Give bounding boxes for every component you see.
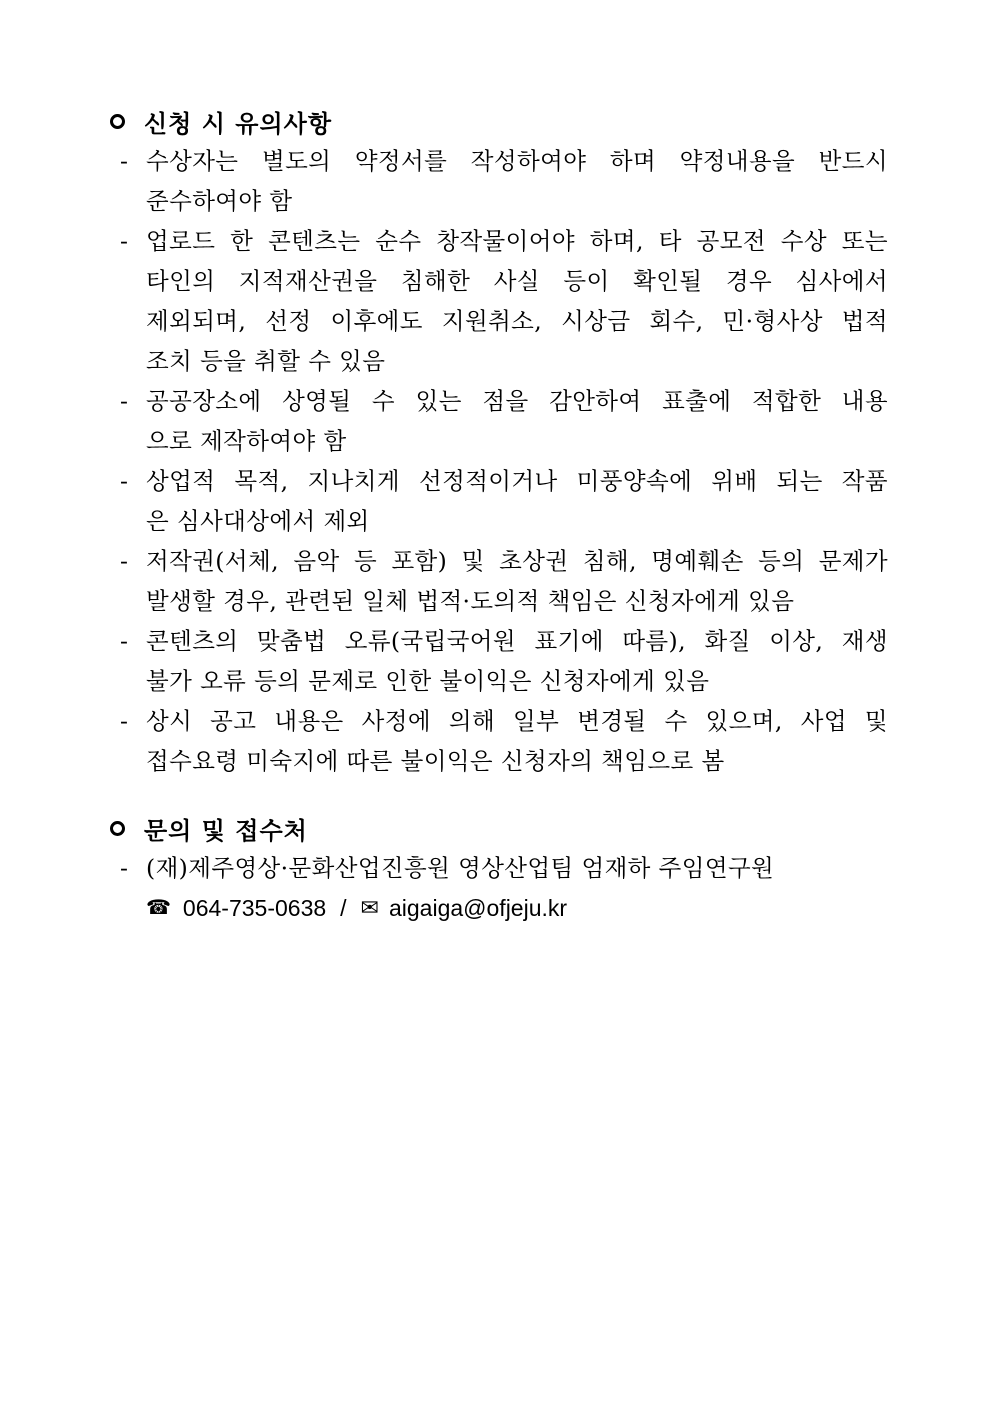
item-line: 상시 공고 내용은 사정에 의해 일부 변경될 수 있으며, 사업 및 [146,707,888,735]
notes-heading-text: 신청 시 유의사항 [144,108,332,138]
item-line: 조치 등을 취할 수 있음 [146,347,386,375]
item-line: 발생할 경우, 관련된 일체 법적·도의적 책임은 신청자에게 있음 [146,587,795,615]
item-line: 업로드 한 콘텐츠는 순수 창작물이어야 하며, 타 공모전 수상 또는 [146,227,888,255]
separator: / [340,895,347,921]
notes-heading [108,103,898,139]
item-line: 준수하여야 함 [146,187,293,215]
list-item [108,541,898,621]
phone-number[interactable]: 064-735-0638 [182,895,327,921]
contact-heading [108,810,898,846]
circle-bullet-icon [110,821,125,836]
list-item [108,461,898,541]
contact-heading-text: 문의 및 접수처 [144,815,308,845]
dash-bullet: - [120,227,129,255]
item-line: 접수요령 미숙지에 따른 불이익은 신청자의 책임으로 봄 [146,747,725,775]
circle-bullet-icon [110,114,125,129]
contact-list [108,848,898,888]
dash-bullet: - [120,854,129,882]
item-line: 저작권(서체, 음악 등 포함) 및 초상권 침해, 명예훼손 등의 문제가 [146,547,888,575]
list-item [108,381,898,461]
item-line: 제외되며, 선정 이후에도 지원취소, 시상금 회수, 민·형사상 법적 [146,307,888,335]
contact-section [108,810,898,928]
contact-details [108,888,898,928]
dash-bullet: - [120,547,129,575]
list-item [108,848,898,888]
item-line: 은 심사대상에서 제외 [146,507,370,535]
item-line: 불가 오류 등의 문제로 인한 불이익은 신청자에게 있음 [146,667,710,695]
dash-bullet: - [120,387,129,415]
mail-icon: ✉ [360,895,379,920]
phone-icon: ☎ [146,897,171,919]
dash-bullet: - [120,147,129,175]
dash-bullet: - [120,467,129,495]
dash-bullet: - [120,627,129,655]
notes-section [108,103,898,781]
notes-list [108,141,898,781]
dash-bullet: - [120,707,129,735]
list-item [108,141,898,221]
list-item [108,221,898,381]
list-item [108,621,898,701]
item-line: 공공장소에 상영될 수 있는 점을 감안하여 표출에 적합한 내용 [146,387,888,415]
email-address[interactable]: aigaiga@ofjeju.kr [388,895,568,921]
item-line: 상업적 목적, 지나치게 선정적이거나 미풍양속에 위배 되는 작품 [146,467,888,495]
item-line: 수상자는 별도의 약정서를 작성하여야 하며 약정내용을 반드시 [146,147,888,175]
item-line: 타인의 지적재산권을 침해한 사실 등이 확인될 경우 심사에서 [146,267,888,295]
list-item [108,701,898,781]
item-line: 으로 제작하여야 함 [146,427,347,455]
item-line: 콘텐츠의 맞춤법 오류(국립국어원 표기에 따름), 화질 이상, 재생 [146,627,888,655]
contact-org-line: (재)제주영상·문화산업진흥원 영상산업팀 엄재하 주임연구원 [146,854,775,882]
